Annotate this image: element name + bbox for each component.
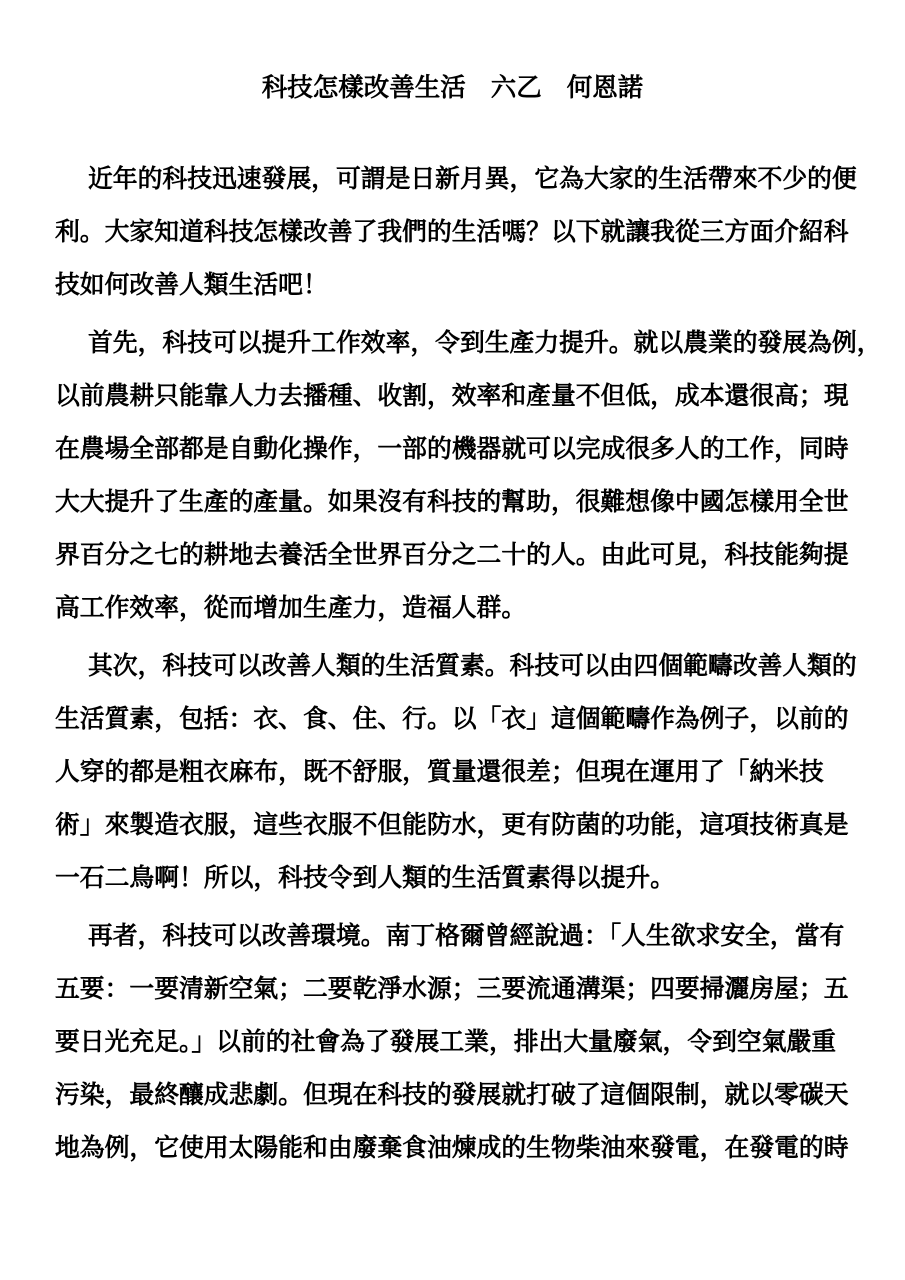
text-line: 五要：一要清新空氣；二要乾淨水源；三要流通溝渠；四要掃灑房屋；五 xyxy=(55,976,849,1003)
text-line: 污染，最終釀成悲劇。但現在科技的發展就打破了這個限制，就以零碳天 xyxy=(55,1082,849,1109)
text-line: 利。大家知道科技怎樣改善了我們的生活嗎？以下就讓我從三方面介紹科 xyxy=(55,219,849,246)
text-line: 術」來製造衣服，這些衣服不但能防水，更有防菌的功能，這項技術真是 xyxy=(55,812,849,839)
text-line: 近年的科技迅速發展，可謂是日新月異，它為大家的生活帶來不少的便 xyxy=(88,166,857,193)
text-line: 其次，科技可以改善人類的生活質素。科技可以由四個範疇改善人類的 xyxy=(88,653,857,680)
paragraph xyxy=(55,153,857,312)
paragraph xyxy=(55,640,857,905)
text-line: 大大提升了生產的產量。如果沒有科技的幫助，很難想像中國怎樣用全世 xyxy=(55,489,849,516)
document-body xyxy=(55,153,882,1175)
text-line: 要日光充足。」以前的社會為了發展工業，排出大量廢氣，令到空氣嚴重 xyxy=(55,1029,837,1056)
author-name: 何恩諾 xyxy=(566,74,644,102)
text-line: 界百分之七的耕地去養活全世界百分之二十的人。由此可見，科技能夠提 xyxy=(55,542,849,569)
text-line: 在農場全部都是自動化操作，一部的機器就可以完成很多人的工作，同時 xyxy=(55,436,849,463)
text-line: 再者，科技可以改善環境。南丁格爾曾經說過：「人生欲求安全，當有 xyxy=(88,923,845,950)
paragraph xyxy=(55,910,850,1175)
text-line: 首先，科技可以提升工作效率，令到生產力提升。就以農業的發展為例， xyxy=(88,330,882,357)
document-title xyxy=(55,0,850,106)
text-line: 地為例，它使用太陽能和由廢棄食油煉成的生物柴油來發電，在發電的時 xyxy=(55,1135,849,1162)
title-text: 科技怎樣改善生活 xyxy=(261,74,466,102)
text-line: 一石二鳥啊！所以，科技令到人類的生活質素得以提升。 xyxy=(55,865,675,892)
text-line: 技如何改善人類生活吧！ xyxy=(55,272,328,299)
text-line: 高工作效率，從而增加生產力，造福人群。 xyxy=(55,595,527,622)
text-line: 人穿的都是粗衣麻布，既不舒服，質量還很差；但現在運用了「納米技 xyxy=(55,759,824,786)
text-line: 以前農耕只能靠人力去播種、收割，效率和產量不但低，成本還很高；現 xyxy=(55,383,849,410)
paragraph xyxy=(55,317,882,635)
class-name: 六乙 xyxy=(490,74,542,102)
text-line: 生活質素，包括：衣、食、住、行。以「衣」這個範疇作為例子，以前的 xyxy=(55,706,849,733)
